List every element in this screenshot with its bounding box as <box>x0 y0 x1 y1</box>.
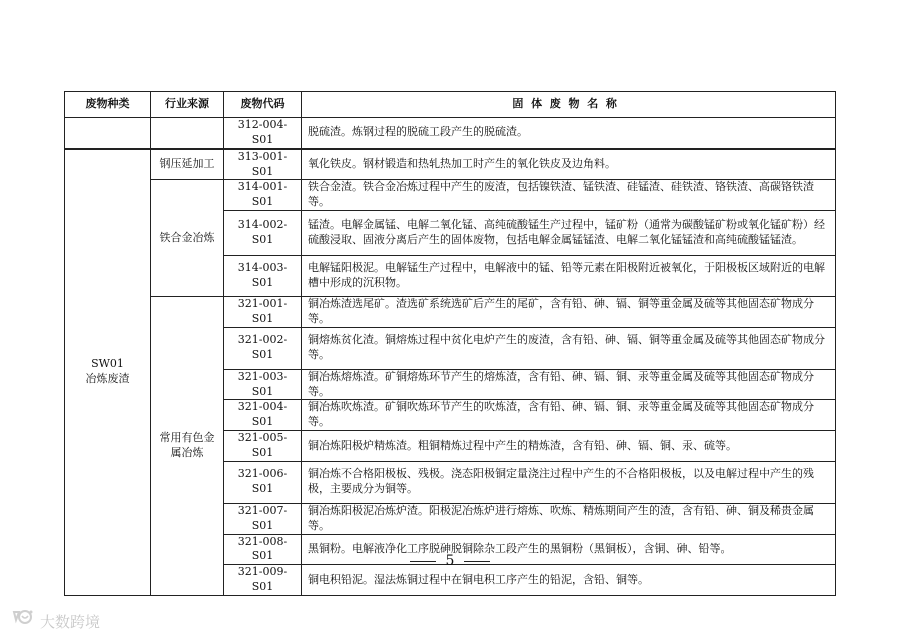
waste-description: 铜冶炼不合格阳极板、残极。浇态阳极铜定量浇注过程中产生的不合格阳极板，以及电解过程中产生的残极，主要成分为铜等。 <box>302 461 836 503</box>
waste-code: 314-002-S01 <box>224 211 302 256</box>
waste-description: 铜冶炼吹炼渣。矿铜吹炼环节产生的吹炼渣，含有铅、砷、镉、铜、汞等重金属及硫等其他固态矿物成分等。 <box>302 400 836 431</box>
header-industry: 行业来源 <box>151 92 224 118</box>
waste-code: 321-002-S01 <box>224 327 302 369</box>
category-name: 冶炼废渣 <box>85 372 130 386</box>
waste-code: 321-007-S01 <box>224 503 302 534</box>
waste-description: 氧化铁皮。钢材锻造和热轧热加工时产生的氧化铁皮及边角料。 <box>302 149 836 180</box>
waste-code: 321-003-S01 <box>224 369 302 400</box>
waste-category <box>65 149 151 596</box>
industry-source: 铁合金冶炼 <box>151 180 224 297</box>
industry-source: 钢压延加工 <box>151 149 224 180</box>
header-row <box>65 92 836 118</box>
waste-description: 锰渣。电解金属锰、电解二氧化锰、高纯硫酸锰生产过程中，锰矿粉（通常为碳酸锰矿粉或氧化锰矿粉）经硫酸浸取、固液分离后产生的固体废物，包括电解金属锰锰渣、电解二氧化锰锰渣和高纯硫酸锰锰渣。 <box>302 211 836 256</box>
waste-code: 321-008-S01 <box>224 534 302 565</box>
table-row <box>65 297 836 328</box>
waste-code: 321-006-S01 <box>224 461 302 503</box>
waste-description: 铜熔炼贫化渣。铜熔炼过程中贫化电炉产生的废渣，含有铅、砷、镉、铜等重金属及硫等其他固态矿物成分等。 <box>302 327 836 369</box>
page-number-value: 5 <box>445 553 455 569</box>
page-number <box>0 553 900 569</box>
table-row <box>65 180 836 211</box>
category-code: SW01 <box>91 357 124 371</box>
waste-code: 321-004-S01 <box>224 400 302 431</box>
watermark-logo-icon <box>10 608 40 634</box>
waste-description: 电解锰阳极泥。电解锰生产过程中，电解液中的锰、铅等元素在阳极附近被氧化，于阳极板区域附近的电解槽中形成的沉积物。 <box>302 256 836 297</box>
page-dash-left <box>410 561 436 562</box>
header-waste-type: 废物种类 <box>65 92 151 118</box>
page-dash-right <box>464 561 490 562</box>
waste-code: 314-001-S01 <box>224 180 302 211</box>
watermark <box>10 608 100 634</box>
waste-description: 铜冶炼阳极炉精炼渣。粗铜精炼过程中产生的精炼渣，含有铅、砷、镉、铜、汞、硫等。 <box>302 431 836 462</box>
waste-code: 321-005-S01 <box>224 431 302 462</box>
header-waste-name: 固体废物名称 <box>302 92 836 118</box>
waste-code: 321-009-S01 <box>224 565 302 596</box>
waste-description: 黑铜粉。电解液净化工序脱砷脱铜除杂工段产生的黑铜粉（黑铜板），含铜、砷、铅等。 <box>302 534 836 565</box>
waste-description: 铜冶炼渣选尾矿。渣选矿系统选矿后产生的尾矿，含有铅、砷、镉、铜等重金属及硫等其他固态矿物成分等。 <box>302 297 836 328</box>
empty-cell <box>151 118 224 149</box>
header-waste-code: 废物代码 <box>224 92 302 118</box>
waste-code: 314-003-S01 <box>224 256 302 297</box>
waste-description: 铜电积铅泥。湿法炼铜过程中在铜电积工序产生的铅泥，含铅、铜等。 <box>302 565 836 596</box>
waste-description: 铜冶炼熔炼渣。矿铜熔炼环节产生的熔炼渣，含有铅、砷、镉、铜、汞等重金属及硫等其他固态矿物成分等。 <box>302 369 836 400</box>
table-row <box>65 118 836 149</box>
industry-source: 常用有色金属冶炼 <box>151 297 224 596</box>
waste-code: 321-001-S01 <box>224 297 302 328</box>
waste-description: 铁合金渣。铁合金冶炼过程中产生的废渣，包括镍铁渣、锰铁渣、硅锰渣、硅铁渣、铬铁渣、高碳铬铁渣等。 <box>302 180 836 211</box>
watermark-text: 大数跨境 <box>40 612 101 631</box>
waste-description: 脱硫渣。炼钢过程的脱硫工段产生的脱硫渣。 <box>302 118 836 149</box>
empty-cell <box>65 118 151 149</box>
waste-code: 313-001-S01 <box>224 149 302 180</box>
waste-description: 铜冶炼阳极泥冶炼炉渣。阳极泥冶炼炉进行熔炼、吹炼、精炼期间产生的渣，含有铅、砷、铜及稀贵金属等。 <box>302 503 836 534</box>
table-row <box>65 149 836 180</box>
waste-code: 312-004-S01 <box>224 118 302 149</box>
waste-table <box>64 91 836 596</box>
